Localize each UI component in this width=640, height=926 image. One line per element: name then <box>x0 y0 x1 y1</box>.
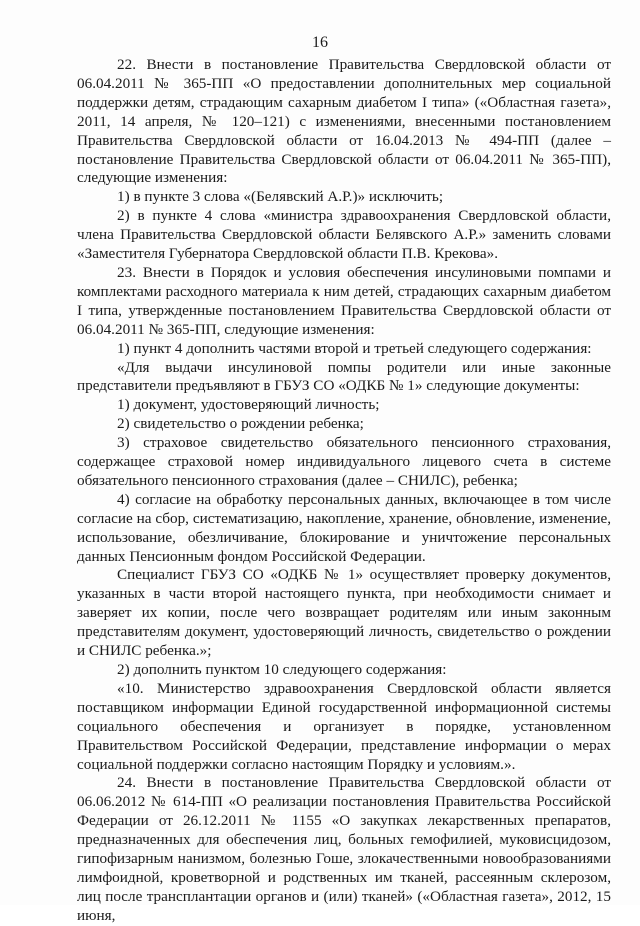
page-number: 16 <box>312 34 328 51</box>
document-list-item-2: 2) свидетельство о рождении ребенка; <box>117 415 364 433</box>
quoted-part-intro: «Для выдачи инсулиновой помпы родители или иные законные представители предъявляют в ГБУЗ СО «ОДКБ № 1» следующие документы: <box>77 358 611 395</box>
paragraph-23-item-2: 2) дополнить пунктом 10 следующего содержания: <box>117 661 447 678</box>
paragraph-22: 22. Внести в постановление Правительства Свердловской области от 06.04.2011 № 365-ПП «О предоставлении дополнительных мер социальной поддержки детям, страдающим сахарным диабетом I типа» («Областная газета», 2011, 14 апреля, № 120–121) с изменениями, внесенными постановлением Правительства Свердловской области от 16.04.2013 № 494-ПП (далее – постановление Правительства Свердловской области от 06.04.2011 № 365-ПП), следующие изменения: <box>77 56 611 187</box>
paragraph-22-item-2: 2) в пункте 4 слова «министра здравоохранения Свердловской области, члена Правительства Свердловской области Белявского А.Р.» заменить словами «Заместителя Губернатора Свердловской области П.В. Крекова». <box>77 207 611 263</box>
document-list-item-1: 1) документ, удостоверяющий личность; <box>117 396 380 414</box>
paragraph-22-item-1: 1) в пункте 3 слова «(Белявский А.Р.)» исключить; <box>117 188 444 206</box>
document-list-item-4: 4) согласие на обработку персональных данных, включающее в том числе согласие на сбор, систематизацию, накопление, хранение, обновление, изменение, использование, обезличивание, блокирование и уничтожение персональных данных Пенсионным фондом Российской Федерации. <box>77 490 611 565</box>
document-body <box>77 56 611 926</box>
document-list-item-3: 3) страховое свидетельство обязательного пенсионного страхования, содержащее страховой номер индивидуального лицевого счета в системе обязательного пенсионного страхования (далее – СНИЛС), ребенка; <box>77 434 611 489</box>
paragraph-24: 24. Внести в постановление Правительства Свердловской области от 06.06.2012 № 614-ПП «О реализации постановления Правительства Российской Федерации от 26.12.2011 № 1155 «О закупках лекарственных препаратов, предназначенных для обеспечения лиц, больных гемофилией, муковисцидозом, гипофизарным нанизмом, болезнью Гоше, злокачественными новообразованиями лимфоидной, кроветворной и родственных им тканей, рассеянным склерозом, лиц после трансплантации органов и (или) тканей» («Областная газета», 2012, 15 июня, <box>77 774 611 924</box>
specialist-paragraph: Специалист ГБУЗ СО «ОДКБ № 1» осуществляет проверку документов, указанных в части второй настоящего пункта, при необходимости снимает и заверяет их копии, после чего возвращает родителям или иным законным представителям документ, удостоверяющий личность, свидетельство о рождении и СНИЛС ребенка.»; <box>77 566 611 660</box>
paragraph-23-item-1: 1) пункт 4 дополнить частями второй и третьей следующего содержания: <box>117 339 592 357</box>
point-10-text: «10. Министерство здравоохранения Свердловской области является поставщиком информации Единой государственной информационной системы социального обеспечения и организует в порядке, установленном Правительством Российской Федерации, представление информации о мерах социальной поддержки согласно настоящим Порядку и условиям.». <box>77 679 611 773</box>
paragraph-23: 23. Внести в Порядок и условия обеспечения инсулиновыми помпами и комплектами расходного материала к ним детей, страдающих сахарным диабетом I типа, утвержденные постановлением Правительства Свердловской области от 06.04.2011 № 365-ПП, следующие изменения: <box>77 263 611 338</box>
